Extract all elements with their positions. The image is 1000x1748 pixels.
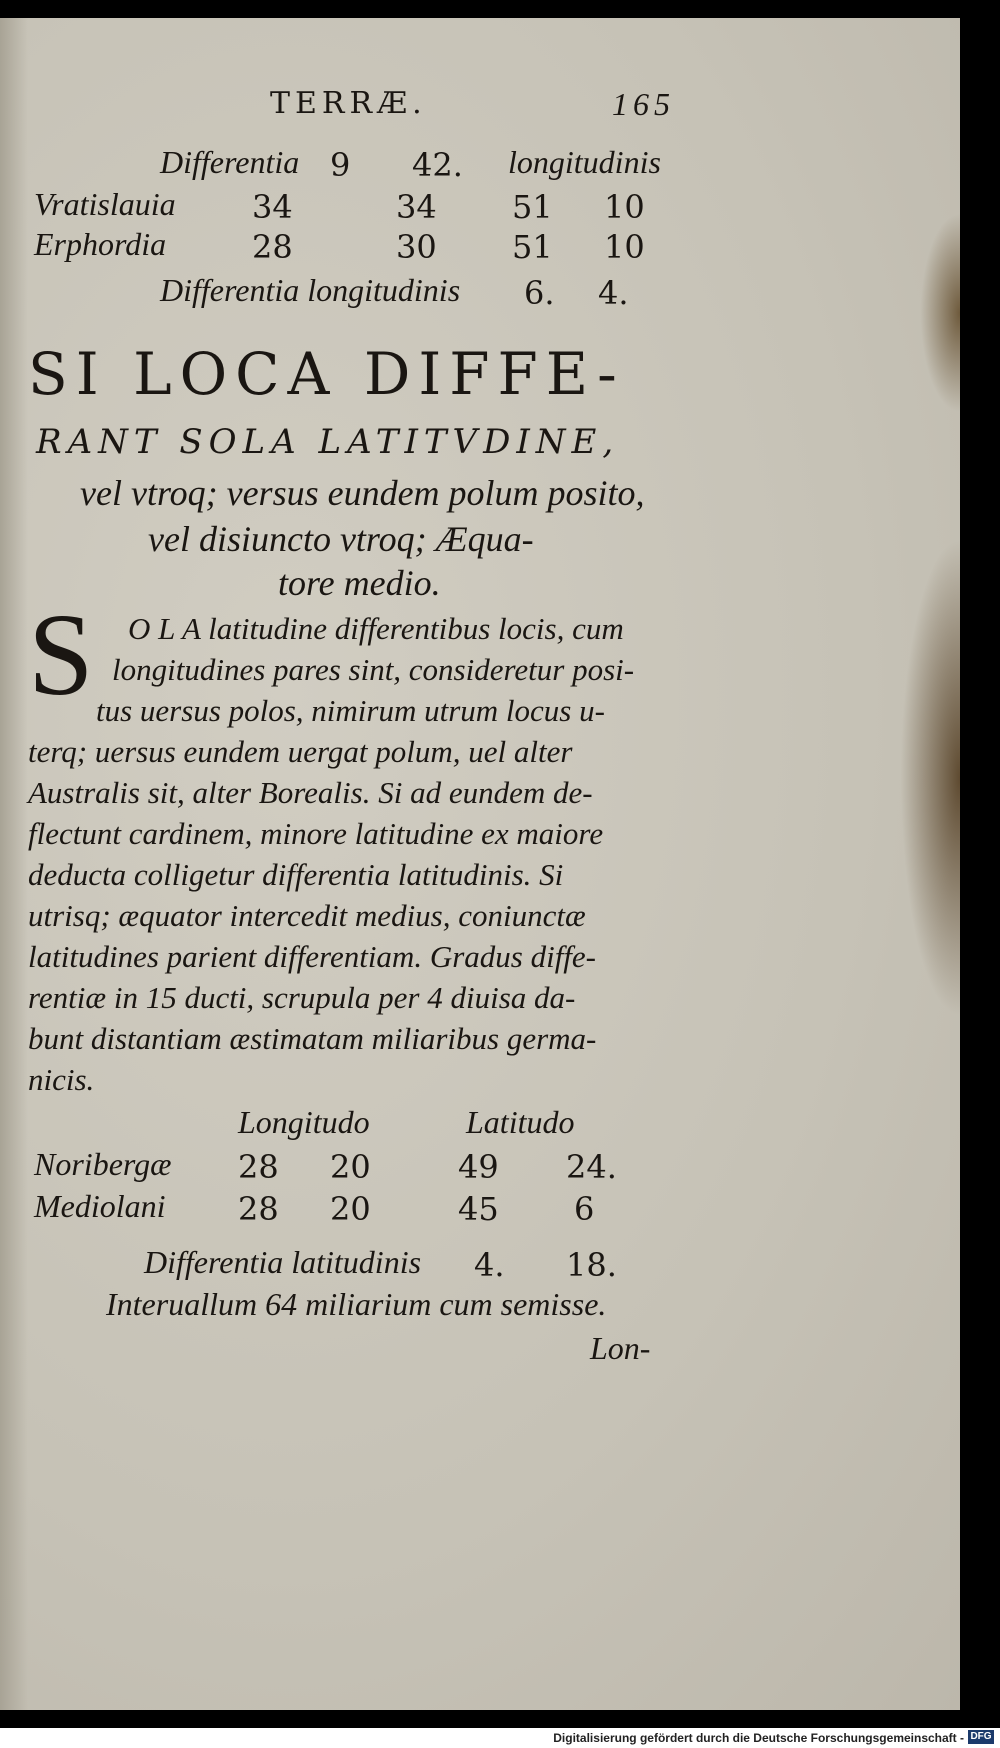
footer-credit: Digitalisierung gefördert durch die Deutsche Forschungsgemeinschaft -	[553, 1731, 964, 1745]
table-cell: 49	[458, 1148, 499, 1186]
paragraph-line: terq; uersus eundem uergat polum, uel alter	[28, 734, 573, 769]
paragraph-line: Australis sit, alter Borealis. Si ad eundem de-	[28, 775, 593, 810]
interval-line: Interuallum 64 miliarium cum semisse.	[106, 1286, 607, 1322]
column-header-latitude: Latitudo	[466, 1104, 575, 1140]
table-cell: 6	[574, 1190, 595, 1228]
table-row-place: Mediolani	[34, 1188, 166, 1224]
table-row-place: Noribergæ	[34, 1146, 172, 1182]
diff-long-a: 6.	[524, 274, 555, 312]
section-heading-line1: SI LOCA DIFFE-	[28, 340, 625, 408]
dfg-logo-icon: DFG	[968, 1730, 994, 1744]
table-cell: 20	[330, 1148, 371, 1186]
paragraph-line: flectunt cardinem, minore latitudine ex maiore	[28, 816, 604, 851]
page-stain	[900, 538, 960, 1018]
table-cell: 51	[512, 228, 553, 266]
diff-value-b: 42.	[412, 146, 463, 184]
table-cell: 28	[252, 228, 293, 266]
diff-value-a: 9	[330, 146, 351, 184]
diff-lat-label: Differentia latitudinis	[144, 1244, 422, 1280]
running-header: TERRÆ.	[270, 86, 427, 121]
table-cell: 34	[396, 188, 437, 226]
diff-unit: longitudinis	[508, 144, 661, 180]
paragraph-line: tus uersus polos, nimirum utrum locus u-	[96, 693, 605, 728]
paragraph-line: longitudines pares sint, consideretur posi-	[112, 652, 635, 687]
drop-cap: S	[28, 589, 94, 720]
paragraph-line: O L A latitudine differentibus locis, cum	[128, 611, 624, 646]
diff-lat-b: 18.	[566, 1246, 617, 1284]
paragraph-line: bunt distantiam æstimatam miliaribus germa-	[28, 1021, 597, 1056]
section-heading-line2: RANT SOLA LATITVDINE,	[36, 422, 620, 462]
book-page	[0, 18, 960, 1710]
section-heading-line4: vel disiuncto vtroq; Æqua-	[148, 519, 534, 559]
diff-lat-a: 4.	[474, 1246, 505, 1284]
paragraph-line: utrisq; æquator intercedit medius, coniunctæ	[28, 898, 586, 933]
table-cell: 10	[604, 228, 645, 266]
column-header-longitude: Longitudo	[238, 1104, 370, 1140]
table-cell: 28	[238, 1190, 279, 1228]
page-number: 165	[612, 86, 675, 122]
paragraph-line: nicis.	[28, 1062, 95, 1097]
table-cell: 30	[396, 228, 437, 266]
table-cell: 24.	[566, 1148, 617, 1186]
table-cell: 34	[252, 188, 293, 226]
diff-long-label: Differentia longitudinis	[160, 272, 461, 308]
paragraph-line: latitudines parient differentiam. Gradus diffe-	[28, 939, 597, 974]
table-cell: 10	[604, 188, 645, 226]
table-cell: 28	[238, 1148, 279, 1186]
paragraph-line: rentiæ in 15 ducti, scrupula per 4 diuisa da-	[28, 980, 576, 1015]
catchword: Lon-	[590, 1330, 651, 1366]
diff-label: Differentia	[160, 144, 300, 180]
page-stain	[920, 213, 960, 413]
page-spine-shadow	[0, 18, 28, 1710]
table-cell: 45	[458, 1190, 499, 1228]
paragraph-line: deducta colligetur differentia latitudinis. Si	[28, 857, 564, 892]
table-cell: 20	[330, 1190, 371, 1228]
table-row-place: Erphordia	[34, 226, 167, 262]
section-heading-line5: tore medio.	[278, 563, 441, 603]
table-row-place: Vratislauia	[34, 186, 176, 222]
diff-long-b: 4.	[598, 274, 629, 312]
table-cell: 51	[512, 188, 553, 226]
section-heading-line3: vel vtroq; versus eundem polum posito,	[80, 473, 645, 513]
